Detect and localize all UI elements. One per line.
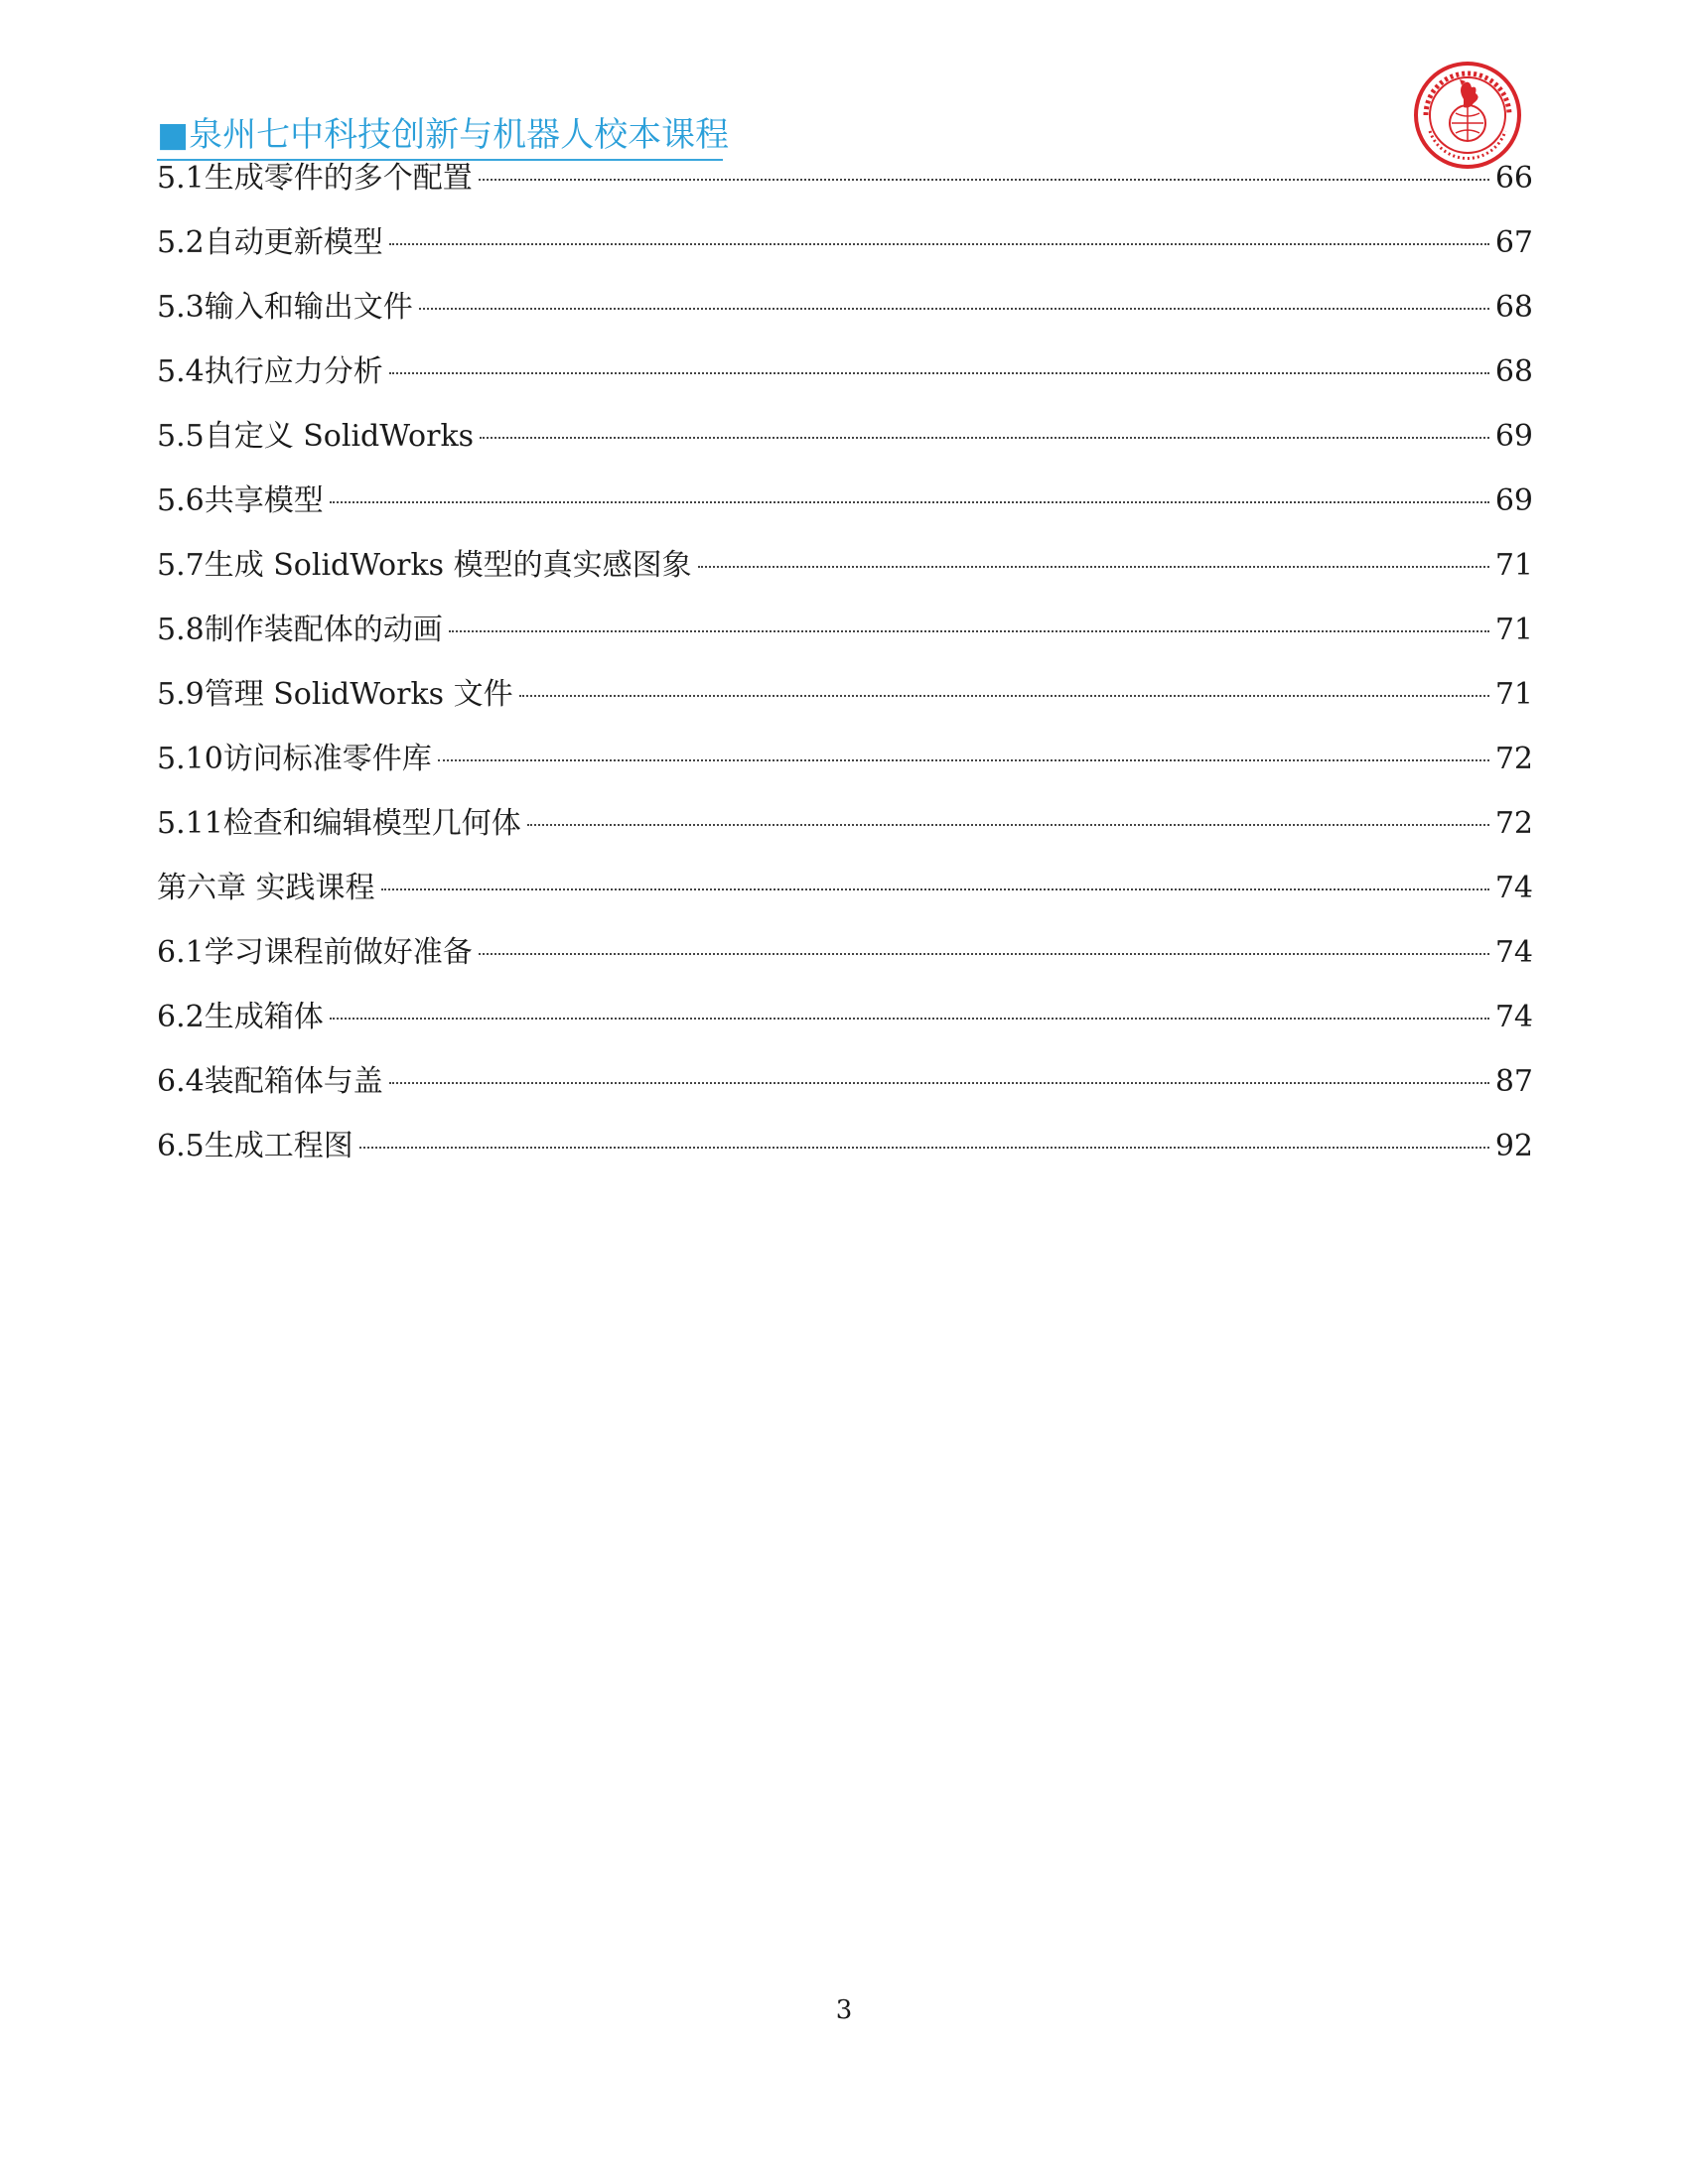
rooster-emblem-icon	[1412, 60, 1523, 171]
toc-leader-dots	[419, 308, 1489, 310]
toc-entry-page: 74	[1494, 1000, 1533, 1034]
toc-entry-page: 87	[1494, 1064, 1533, 1099]
toc-entry-page: 71	[1494, 613, 1533, 647]
toc-entry-title: 5.3输入和输出文件	[157, 290, 413, 325]
toc-leader-dots	[527, 824, 1489, 826]
toc-leader-dots	[359, 1147, 1489, 1149]
toc-entry-page: 74	[1494, 871, 1533, 905]
toc-entry-page: 92	[1494, 1129, 1533, 1163]
toc-entry-title: 5.4执行应力分析	[157, 354, 383, 389]
toc-leader-dots	[519, 695, 1489, 697]
toc-leader-dots	[479, 179, 1489, 181]
toc-entry-title: 5.8制作装配体的动画	[157, 613, 443, 647]
toc-entry[interactable]	[157, 288, 1533, 352]
toc-entry-page: 69	[1494, 419, 1533, 454]
toc-leader-dots	[698, 566, 1489, 568]
toc-entry[interactable]	[157, 611, 1533, 675]
toc-entry[interactable]	[157, 740, 1533, 804]
toc-entry-page: 74	[1494, 935, 1533, 970]
toc-entry-page: 68	[1494, 290, 1533, 325]
toc-entry[interactable]	[157, 481, 1533, 546]
header-title: ■泉州七中科技创新与机器人校本课程	[157, 115, 730, 155]
toc-entry[interactable]	[157, 869, 1533, 933]
toc-entry[interactable]	[157, 352, 1533, 417]
toc-entry-title: 6.4装配箱体与盖	[157, 1064, 383, 1099]
toc-entry-title: 5.9管理 SolidWorks 文件	[157, 677, 513, 712]
toc-entry-title: 5.1生成零件的多个配置	[157, 161, 473, 196]
toc-entry[interactable]	[157, 933, 1533, 998]
toc-entry-page: 66	[1494, 161, 1533, 196]
toc-entry-page: 71	[1494, 677, 1533, 712]
toc-leader-dots	[389, 372, 1489, 374]
table-of-contents	[157, 159, 1533, 1191]
toc-entry-page: 67	[1494, 225, 1533, 260]
toc-entry-title: 6.1学习课程前做好准备	[157, 935, 473, 970]
toc-entry[interactable]	[157, 1062, 1533, 1127]
toc-entry-title: 5.2自动更新模型	[157, 225, 383, 260]
toc-leader-dots	[389, 243, 1489, 245]
toc-leader-dots	[389, 1082, 1489, 1084]
toc-leader-dots	[479, 953, 1489, 955]
toc-entry[interactable]	[157, 998, 1533, 1062]
toc-leader-dots	[330, 501, 1489, 503]
toc-entry[interactable]	[157, 804, 1533, 869]
toc-leader-dots	[381, 888, 1489, 890]
toc-entry-page: 72	[1494, 742, 1533, 776]
toc-entry[interactable]	[157, 1127, 1533, 1191]
toc-entry-title: 6.2生成箱体	[157, 1000, 324, 1034]
toc-entry[interactable]	[157, 223, 1533, 288]
page-number: 3	[835, 1995, 853, 2025]
toc-entry[interactable]	[157, 546, 1533, 611]
toc-entry[interactable]	[157, 675, 1533, 740]
toc-entry-title: 第六章 实践课程	[157, 871, 375, 905]
toc-entry-page: 69	[1494, 483, 1533, 518]
toc-entry-page: 71	[1494, 548, 1533, 583]
toc-leader-dots	[438, 759, 1489, 761]
toc-entry-title: 5.6共享模型	[157, 483, 324, 518]
toc-entry-title: 5.5自定义 SolidWorks	[157, 419, 475, 454]
toc-entry-title: 6.5生成工程图	[157, 1129, 353, 1163]
toc-entry[interactable]	[157, 417, 1533, 481]
toc-entry[interactable]	[157, 159, 1533, 223]
toc-leader-dots	[330, 1018, 1489, 1020]
toc-leader-dots	[449, 630, 1489, 632]
toc-entry-page: 68	[1494, 354, 1533, 389]
toc-entry-title: 5.10访问标准零件库	[157, 742, 432, 776]
page-header	[157, 113, 730, 161]
toc-entry-title: 5.11检查和编辑模型几何体	[157, 806, 521, 841]
toc-entry-title: 5.7生成 SolidWorks 模型的真实感图象	[157, 548, 692, 583]
toc-leader-dots	[480, 437, 1489, 439]
toc-entry-page: 72	[1494, 806, 1533, 841]
